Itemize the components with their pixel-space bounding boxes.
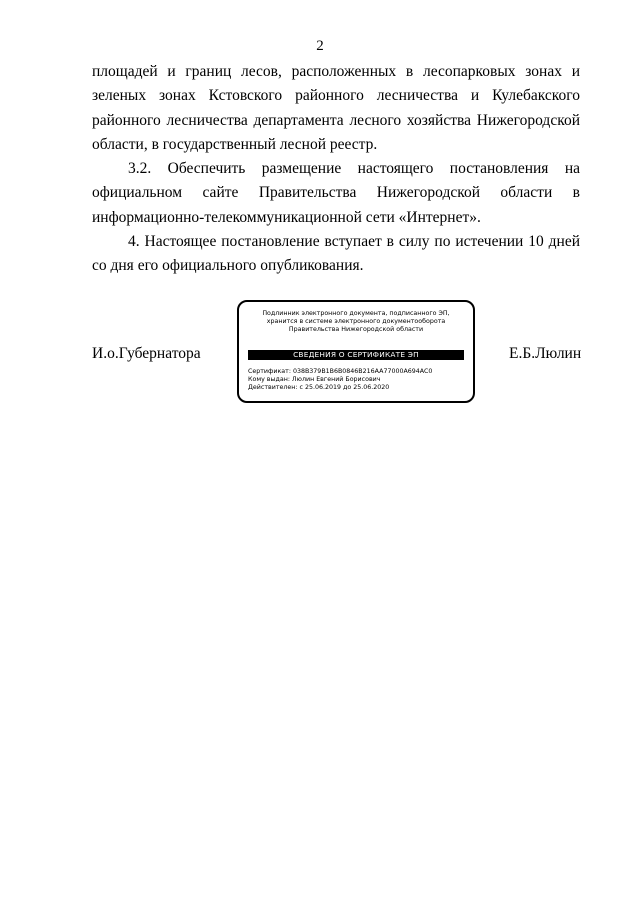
stamp-header-line: Подлинник электронного документа, подписанного ЭП,: [262, 310, 450, 317]
stamp-header-line: Правительства Нижегородской области: [288, 326, 424, 333]
page-number: 2: [316, 38, 324, 54]
paragraph-publication: 3.2. Обеспечить размещение настоящего постановления на официальном сайте Правительства Нижегородской области в информационно-телекоммуникационной сети «Интернет».: [92, 160, 580, 226]
stamp-issued-to: Кому выдан: Люлин Евгений Борисович: [248, 375, 381, 383]
stamp-header: [247, 310, 465, 334]
electronic-signature-stamp: [237, 300, 475, 403]
paragraph-effective-date: 4. Настоящее постановление вступает в силу по истечении 10 дней со дня его официального опубликования.: [92, 233, 580, 275]
stamp-certificate-number: Сертификат: 038B379B1B6B0846B216AA77000A694AC0: [248, 368, 433, 375]
signatory-name: Е.Б.Люлин: [509, 345, 582, 362]
paragraph-registry: площадей и границ лесов, расположенных в лесопарковых зонах и зеленых зонах Кстовского районного лесничества и Кулебакского районного лесничества департамента лесного хозяйства Нижегородской области, в государственный лесной реестр.: [92, 63, 580, 153]
signatory-position: И.о.Губернатора: [92, 345, 201, 362]
stamp-certificate-details: [248, 368, 466, 391]
stamp-certificate-bar: СВЕДЕНИЯ О СЕРТИФИКАТЕ ЭП: [248, 350, 464, 360]
stamp-validity: Действителен: с 25.06.2019 до 25.06.2020: [248, 383, 390, 391]
stamp-header-line: хранится в системе электронного документооборота: [266, 318, 446, 325]
document-body: [92, 60, 580, 279]
